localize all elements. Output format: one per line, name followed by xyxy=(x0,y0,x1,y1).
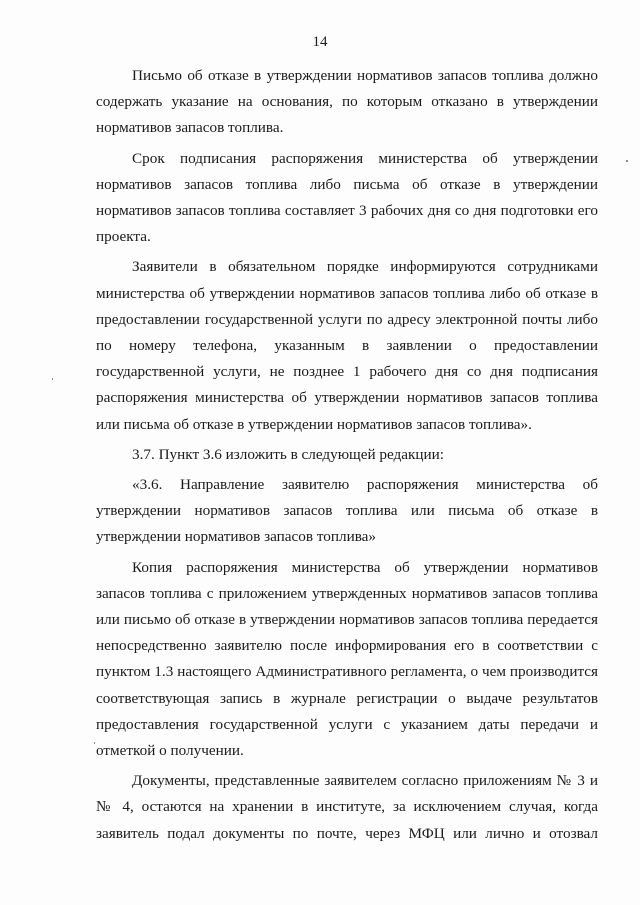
paragraph-applicant-notification: Заявители в обязательном порядке информируются сотрудниками министерства об утверждении нормативов запасов топлива либо об отказе в предоставлении государственной услуги по адресу электронной почты либо по номеру телефона, указанным в заявлении о предоставлении государственной услуги, не позднее 1 рабочего дня со дня подписания распоряжения министерства об утверждении нормативов запасов топлива или письма об отказе в утверждении нормативов запасов топлива». xyxy=(96,258,598,433)
scan-speck xyxy=(52,378,53,380)
scan-speck xyxy=(626,160,628,162)
paragraph-documents-storage: Документы, представленные заявителем согласно приложениям № 3 и № 4, остаются на хранении в институте, за исключением случая, когда заявитель подал документы по почте, через МФЦ или лично и отозвал xyxy=(96,772,598,842)
scan-speck xyxy=(94,742,95,744)
paragraph-signing-deadline: Срок подписания распоряжения министерства об утверждении нормативов запасов топлива либо письма об отказе в утверждении нормативов запасов топлива составляет 3 рабочих дня со дня подготовки его проекта. xyxy=(96,149,598,246)
page-number: 14 xyxy=(312,34,328,50)
document-body xyxy=(96,63,598,851)
paragraph-copy-transfer: Копия распоряжения министерства об утверждении нормативов запасов топлива с приложением утвержденных нормативов запасов топлива или письмо об отказе в утверждении нормативов запасов топлива передается непосредственно заявителю после информирования его в соответствии с пунктом 1.3 настоящего Административного регламента, о чем производится соответствующая запись в журнале регистрации о выдаче результатов предоставления государственной услуги с указанием даты передачи и отметкой о получении. xyxy=(96,558,598,760)
paragraph-item-3-7: 3.7. Пункт 3.6 изложить в следующей редакции: xyxy=(132,445,445,463)
paragraph-refusal-letter: Письмо об отказе в утверждении нормативов запасов топлива должно содержать указание на основания, по которым отказано в утверждении нормативов запасов топлива. xyxy=(96,67,598,137)
paragraph-section-3-6-heading: «3.6. Направление заявителю распоряжения министерства об утверждении нормативов запасов топлива или письма об отказе в утверждении нормативов запасов топлива» xyxy=(96,476,598,546)
